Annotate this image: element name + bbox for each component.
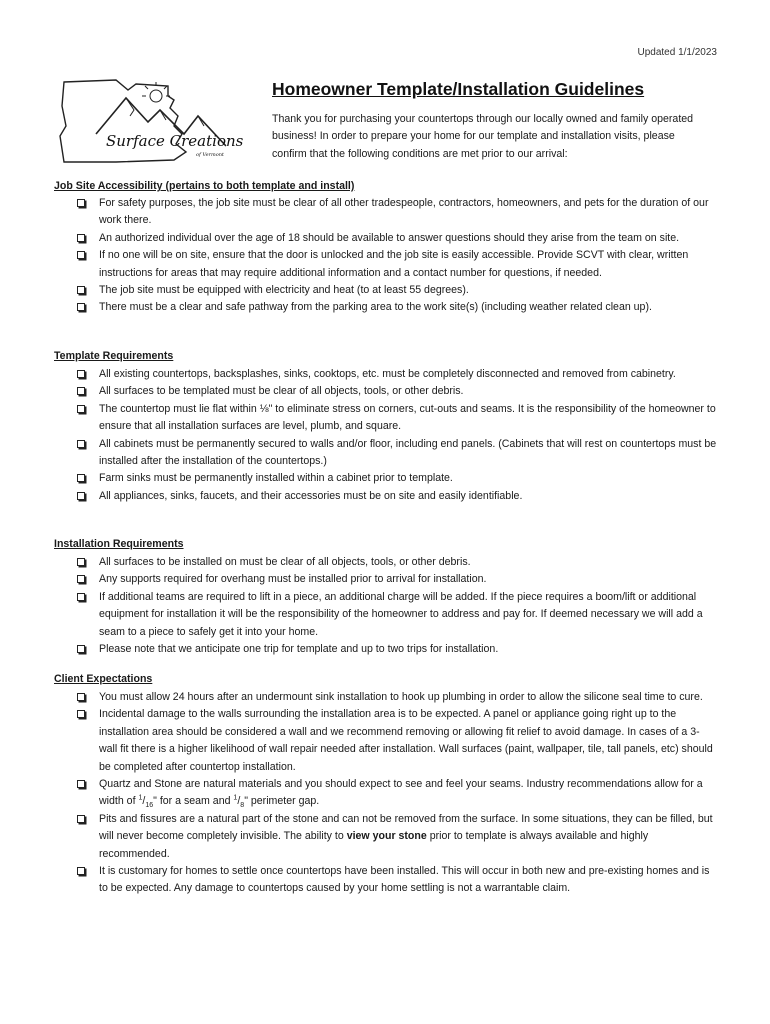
list-item: An authorized individual over the age of 18 should be available to answer questions should they arise from the team on site. xyxy=(77,230,717,247)
checkbox-icon xyxy=(77,693,85,701)
list-item: Please note that we anticipate one trip for template and up to two trips for installation. xyxy=(77,641,717,658)
list-item: All surfaces to be installed on must be clear of all objects, tools, or other debris. xyxy=(77,554,717,571)
template-heading: Template Requirements xyxy=(54,350,174,362)
job-site-list xyxy=(77,195,717,317)
checkbox-icon xyxy=(77,492,85,500)
list-item: The countertop must lie flat within ⅛" to eliminate stress on corners, cut-outs and seams. It is the responsibility of the homeowner to ensure that all installation surfaces are level, plumb, and square. xyxy=(77,401,717,436)
checkbox-icon xyxy=(77,303,85,311)
client-list xyxy=(77,689,717,898)
list-item: For safety purposes, the job site must be clear of all other tradespeople, contractors, homeowners, and pets for the duration of our work there. xyxy=(77,195,717,230)
list-item: Incidental damage to the walls surrounding the installation area is to be expected. A panel or appliance going right up to the installation area should be considered a wall and we recommend removing or allowing fit relief to avoid damage. In cases of a 3-wall fit there is a higher likelihood of wall repair needed after installation. Wall surfaces (paint, wallpaper, tile, tall panels, etc) should be completed after countertop installation. xyxy=(77,706,717,776)
checkbox-icon xyxy=(77,474,85,482)
checkbox-icon xyxy=(77,199,85,207)
client-heading: Client Expectations xyxy=(54,673,153,685)
list-item: The job site must be equipped with electricity and heat (to at least 55 degrees). xyxy=(77,282,717,299)
installation-heading: Installation Requirements xyxy=(54,538,184,550)
job-site-heading: Job Site Accessibility (pertains to both template and install) xyxy=(54,180,355,192)
list-item: All surfaces to be templated must be clear of all objects, tools, or other debris. xyxy=(77,383,717,400)
list-item: Any supports required for overhang must be installed prior to arrival for installation. xyxy=(77,571,717,588)
checkbox-icon xyxy=(77,387,85,395)
checkbox-icon xyxy=(77,867,85,875)
list-item: It is customary for homes to settle once countertops have been installed. This will occur in both new and pre-existing homes and is to be expected. Any damage to countertops caused by your home settling is not a warrantable claim. xyxy=(77,863,717,898)
logo-wordmark: Surface Creations xyxy=(106,132,244,150)
list-item: You must allow 24 hours after an undermount sink installation to hook up plumbing in order to allow the silicone seal time to cure. xyxy=(77,689,717,706)
checkbox-icon xyxy=(77,286,85,294)
checkbox-icon xyxy=(77,405,85,413)
template-list xyxy=(77,366,717,505)
logo-tagline: of Vermont xyxy=(196,152,224,158)
checkbox-icon xyxy=(77,593,85,601)
list-item: Farm sinks must be permanently installed within a cabinet prior to template. xyxy=(77,470,717,487)
installation-list xyxy=(77,554,717,658)
list-item: There must be a clear and safe pathway from the parking area to the work site(s) (including weather related clean up). xyxy=(77,299,717,316)
checkbox-icon xyxy=(77,780,85,788)
list-item: If no one will be on site, ensure that the door is unlocked and the job site is easily accessible. Provide SCVT with clear, written instructions for areas that may require additional information and a contact number for questions, if needed. xyxy=(77,247,717,282)
checkbox-icon xyxy=(77,370,85,378)
updated-date: Updated 1/1/2023 xyxy=(637,47,717,58)
intro-paragraph: Thank you for purchasing your countertops through our locally owned and family operated business! In order to prepare your home for our template and installation visits, please confirm that the following conditions are met prior to our arrival: xyxy=(272,113,694,160)
list-item: All appliances, sinks, faucets, and their accessories must be on site and easily identifiable. xyxy=(77,488,717,505)
checkbox-icon xyxy=(77,815,85,823)
page-title: Homeowner Template/Installation Guidelines xyxy=(272,79,645,99)
checkbox-icon xyxy=(77,645,85,653)
list-item: If additional teams are required to lift in a piece, an additional charge will be added. If the piece requires a boom/lift or additional equipment for installation it will be the responsibility of the homeowner to address and pay for. If deemed necessary we will add a seam to a piece to safely get it into your home. xyxy=(77,589,717,641)
list-item: Quartz and Stone are natural materials and you should expect to see and feel your seams. Industry recommendations allow for a width of $^1/_{16}$" for a seam and $^1/_8$" perimeter gap. xyxy=(77,776,717,811)
checkbox-icon xyxy=(77,234,85,242)
checkbox-icon xyxy=(77,558,85,566)
checkbox-icon xyxy=(77,251,85,259)
list-item: Pits and fissures are a natural part of the stone and can not be removed from the surface. In some situations, they can be filled, but will never become completely invisible. The ability to view your stone prior to template is always available and highly recommended. xyxy=(77,811,717,863)
checkbox-icon xyxy=(77,710,85,718)
surface-creations-logo xyxy=(56,76,246,166)
checkbox-icon xyxy=(77,575,85,583)
checkbox-icon xyxy=(77,440,85,448)
list-item: All existing countertops, backsplashes, sinks, cooktops, etc. must be completely disconnected and removed from cabinetry. xyxy=(77,366,717,383)
list-item: All cabinets must be permanently secured to walls and/or floor, including end panels. (Cabinets that will rest on countertops must be installed after the installation of the countertops.) xyxy=(77,436,717,471)
